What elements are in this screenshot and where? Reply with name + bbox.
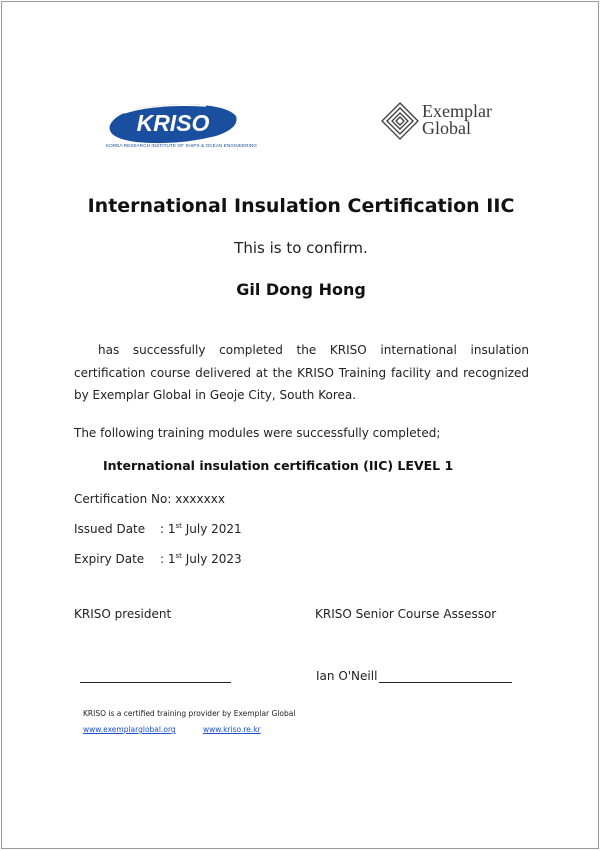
expiry-date-label: Expiry Date [74, 552, 145, 566]
modules-intro: The following training modules were successfully completed; [74, 426, 441, 440]
president-signature-line [80, 682, 231, 683]
completion-paragraph: has successfully completed the KRISO international insulation certification course delivered at the KRISO Training facility and recognized by Exemplar Global in Geoje City, South Korea. [74, 343, 529, 402]
exemplar-global-logo-icon [380, 101, 420, 141]
recipient-name: Gil Dong Hong [236, 280, 366, 299]
assessor-signature-line [379, 682, 512, 683]
kriso-link[interactable]: www.kriso.re.kr [203, 725, 261, 734]
issued-day: 1 [167, 522, 176, 536]
footer-note: KRISO is a certified training provider by Exemplar Global [83, 709, 296, 718]
exemplar-global-logo-text [422, 103, 492, 137]
certification-number: Certification No: xxxxxxx [74, 492, 225, 506]
kriso-logo-text: KRISO [136, 110, 210, 136]
assessor-name: Ian O'Neill [316, 669, 378, 683]
issued-date-label: Issued Date [74, 522, 146, 536]
assessor-label: KRISO Senior Course Assessor [315, 607, 497, 621]
issued-date-row: Issued Date : 1st July 2021 [74, 522, 242, 536]
certificate-page [1, 1, 599, 849]
issued-date-rest: July 2021 [181, 522, 242, 536]
module-name: International insulation certification (IIC) LEVEL 1 [103, 458, 454, 473]
expiry-day-suffix: st [175, 552, 182, 560]
exemplar-global-link[interactable]: www.exemplarglobal.org [83, 725, 176, 734]
president-label: KRISO president [74, 607, 172, 621]
issued-day-suffix: st [175, 522, 182, 530]
certificate-title: International Insulation Certification IIC [87, 195, 515, 217]
expiry-date-row: Expiry Date : 1st July 2023 [74, 552, 242, 566]
expiry-day: 1 [167, 552, 176, 566]
expiry-date-rest: July 2023 [181, 552, 242, 566]
exemplar-logo-line2: Global [422, 118, 471, 138]
exemplar-logo-line1: Exemplar [422, 101, 492, 121]
kriso-logo-subtitle: KOREA RESEARCH INSTITUTE OF SHIPS & OCEAN ENGINEERING [106, 143, 258, 148]
confirm-text: This is to confirm. [234, 239, 368, 257]
